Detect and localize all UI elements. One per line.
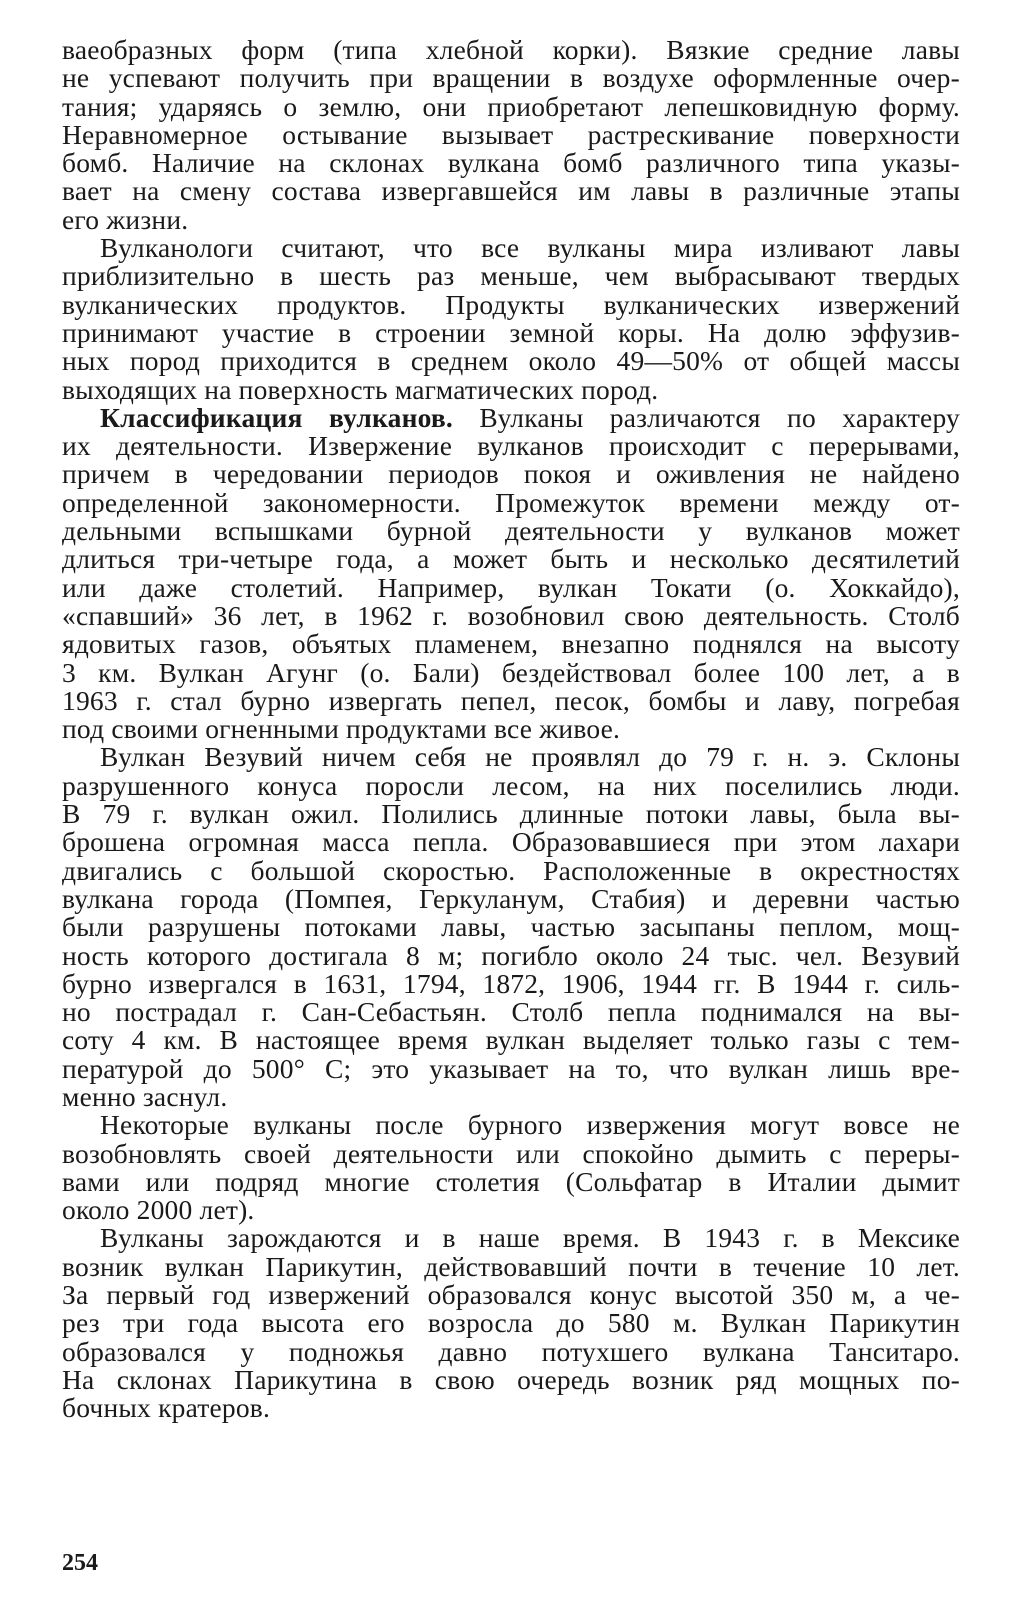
text-line: ных пород приходится в среднем около 49—50% от общей массы (62, 345, 960, 377)
paragraph-3 (62, 401, 960, 745)
text-line: их деятельности. Извержение вулканов происходит с перерывами, (62, 430, 960, 462)
text-line: вает на смену состава извергавшейся им лавы в различные этапы (62, 175, 960, 207)
text-line: двигались с большой скоростью. Расположенные в окрестностях (62, 854, 960, 886)
text-line: Вулкан Везувий ничем себя не проявлял до 79 г. н. э. Склоны (100, 741, 960, 773)
text-line: В 79 г. вулкан ожил. Полились длинные потоки лавы, была вы- (62, 798, 960, 830)
text-line: возобновлять своей деятельности или спокойно дымить с переры- (62, 1137, 960, 1169)
text-line: ваеобразных форм (типа хлебной корки). Вязкие средние лавы (62, 34, 960, 65)
text-line: 1963 г. стал бурно извергать пепел, песок, бомбы и лаву, погребая (62, 684, 960, 716)
text-line: тания; ударяясь о землю, они приобретают лепешковидную форму. (62, 90, 960, 122)
text-line: На склонах Парикутина в свою очередь возник ряд мощных по- (62, 1363, 960, 1395)
text-line: бочных кратеров. (62, 1392, 271, 1424)
text-fragment: Вулканы различаются по характеру (453, 401, 960, 433)
paragraph-5 (62, 1111, 960, 1224)
text-line: приблизительно в шесть раз меньше, чем выбрасывают твердых (62, 260, 960, 292)
text-line: выходящих на поверхность магматических пород. (62, 373, 659, 405)
text-line: были разрушены потоками лавы, частью засыпаны пеплом, мощ- (62, 911, 960, 943)
text-line: ядовитых газов, объятых пламенем, внезапно поднялся на высоту (62, 628, 960, 660)
page-body (62, 36, 960, 1423)
paragraph-1 (62, 36, 960, 234)
text-line: ность которого достигала 8 м; погибло около 24 тыс. чел. Везувий (62, 939, 960, 971)
paragraph-4 (62, 743, 960, 1111)
text-line: дельными вспышками бурной деятельности у вулканов может (62, 515, 960, 547)
text-line: вулканических продуктов. Продукты вулканических извержений (62, 288, 960, 320)
text-line: определенной закономерности. Промежуток времени между от- (62, 486, 960, 518)
text-line: рез три года высота его возросла до 580 м. Вулкан Парикутин (62, 1307, 960, 1339)
text-line: но пострадал г. Сан-Себастьян. Столб пепла поднимался на вы- (62, 996, 960, 1028)
paragraph-2 (62, 234, 960, 404)
text-line (62, 401, 960, 433)
text-line: «спавший» 36 лет, в 1962 г. возобновил свою деятельность. Столб (62, 599, 960, 631)
text-line: около 2000 лет). (62, 1194, 255, 1226)
text-line: образовался у подножья давно потухшего вулкана Танситаро. (62, 1335, 960, 1367)
text-line: его жизни. (62, 203, 189, 235)
text-line: вулкана города (Помпея, Геркуланум, Стабия) и деревни частью (62, 882, 960, 914)
text-line: или даже столетий. Например, вулкан Токати (о. Хоккайдо), (62, 571, 960, 603)
section-heading: Классификация вулканов. (100, 401, 453, 433)
text-line: бомб. Наличие на склонах вулкана бомб различного типа указы- (62, 147, 960, 179)
text-line: не успевают получить при вращении в воздухе оформленные очер- (62, 62, 960, 94)
text-line: принимают участие в строении земной коры. На долю эффузив- (62, 316, 960, 348)
text-line: вами или подряд многие столетия (Сольфатар в Италии дымит (62, 1165, 960, 1197)
text-line: менно заснул. (62, 1080, 228, 1112)
text-line: 3 км. Вулкан Агунг (о. Бали) бездействовал более 100 лет, а в (62, 656, 960, 688)
text-line: Неравномерное остывание вызывает растрескивание поверхности (62, 118, 960, 150)
page-number: 254 (62, 1550, 98, 1576)
text-line: разрушенного конуса поросли лесом, на них поселились люди. (62, 769, 960, 801)
text-line: причем в чередовании периодов покоя и оживления не найдено (62, 458, 960, 490)
text-line: соту 4 км. В настоящее время вулкан выделяет только газы с тем- (62, 1024, 960, 1056)
text-line: пературой до 500° С; это указывает на то, что вулкан лишь вре- (62, 1052, 960, 1084)
text-line: Некоторые вулканы после бурного извержения могут вовсе не (100, 1109, 960, 1141)
text-line: брошена огромная масса пепла. Образовавшиеся при этом лахари (62, 826, 960, 858)
text-line: длиться три-четыре года, а может быть и несколько десятилетий (62, 543, 960, 575)
text-line: возник вулкан Парикутин, действовавший почти в течение 10 лет. (62, 1250, 960, 1282)
text-line: под своими огненными продуктами все живое. (62, 713, 621, 745)
text-line: бурно извергался в 1631, 1794, 1872, 1906, 1944 гг. В 1944 г. силь- (62, 967, 960, 999)
paragraph-6 (62, 1224, 960, 1422)
text-line: За первый год извержений образовался конус высотой 350 м, а че- (62, 1279, 960, 1311)
text-line: Вулканы зарождаются и в наше время. В 1943 г. в Мексике (100, 1222, 960, 1254)
text-line: Вулканологи считают, что все вулканы мира изливают лавы (100, 232, 960, 264)
